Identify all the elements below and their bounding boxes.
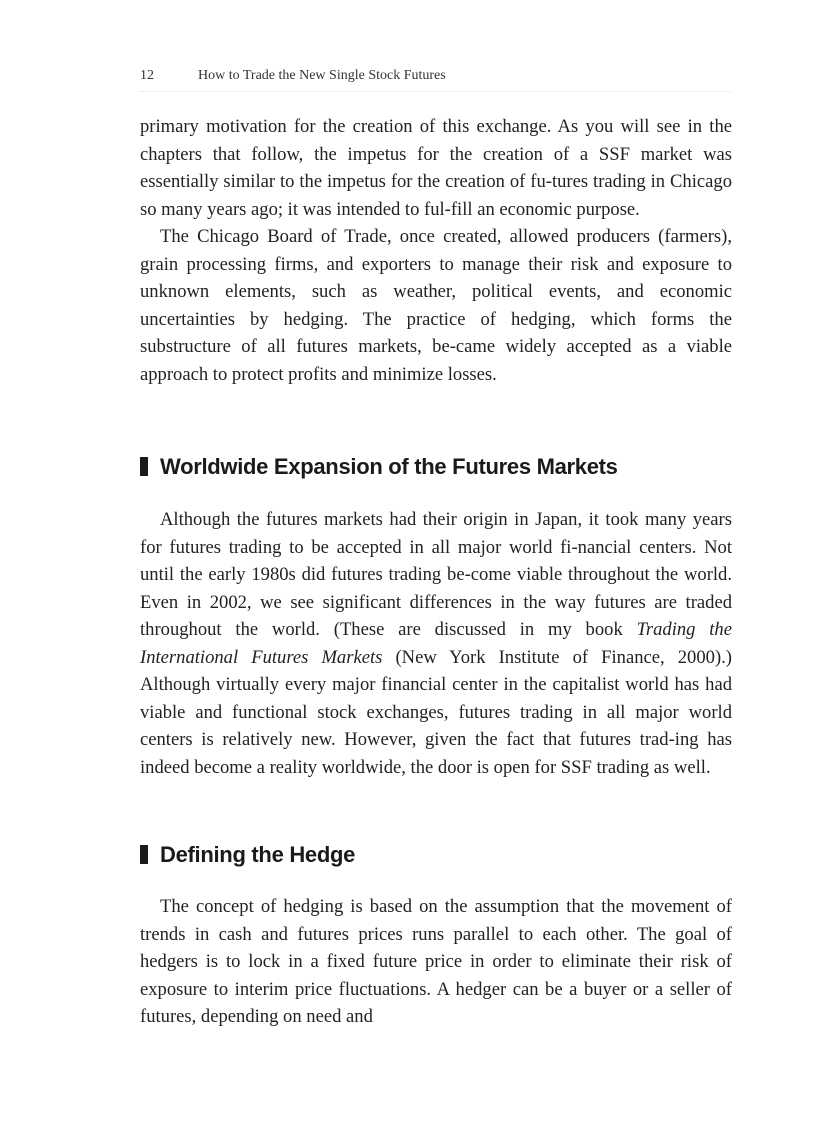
heading-bullet-marker: [140, 845, 148, 864]
paragraph-worldwide-expansion: [140, 506, 732, 781]
section-heading-text: Defining the Hedge: [160, 842, 356, 867]
paragraph-text-part: (New York Institute of Finance, 2000).) Although virtually every major financial center in the capitalist world has had viable and functional stock exchanges, futures trading in all major world centers is relatively new. However, given the fact that futures trad-ing has indeed become a reality worldwide, the door is open for SSF trading as well.: [140, 646, 732, 778]
page-number: 12: [140, 68, 154, 83]
book-title-italic: Trading the International Futures Markets: [140, 619, 732, 668]
section-heading-defining-hedge: [140, 841, 732, 869]
paragraph-defining-hedge: The concept of hedging is based on the assumption that the movement of trends in cash and futures prices runs parallel to each other. The goal of hedgers is to lock in a fixed future price in order to eliminate their risk of exposure to interim price fluctuations. A hedger can be a buyer or a seller of futures, depending on need and: [140, 896, 732, 1027]
paragraph-continued: primary motivation for the creation of this exchange. As you will see in the chapters that follow, the impetus for the creation of a SSF market was essentially similar to the impetus for the creation of fu-tures trading in Chicago so many years ago; it was intended to ful-fill an economic purpose.: [140, 116, 732, 220]
paragraph-text-part: Although the futures markets had their origin in Japan, it took many years for futures trading to be accepted in all major world fi-nancial centers. Not until the early 1980s did futures trading be-come viable throughout the world. Even in 2002, we see significant differences in the way futures are traded throughout the world. (These are discussed in my book: [140, 509, 732, 640]
opening-text-block: [140, 113, 732, 388]
paragraph-chicago-board: The Chicago Board of Trade, once created, allowed producers (farmers), grain processing firms, and exporters to manage their risk and exposure to unknown elements, such as weather, political events, and economic uncertainties by hedging. The practice of hedging, which forms the substructure of all futures markets, be-came widely accepted as a viable approach to protect profits and minimize losses.: [140, 226, 732, 385]
defining-hedge-text-block: [140, 893, 732, 1031]
running-title: How to Trade the New Single Stock Futures: [198, 68, 446, 83]
heading-bullet-marker: [140, 457, 148, 476]
running-header: [140, 68, 732, 92]
section-heading-worldwide-expansion: [140, 453, 732, 481]
worldwide-expansion-text-block: [140, 506, 732, 781]
section-heading-text: Worldwide Expansion of the Futures Markets: [160, 454, 618, 479]
